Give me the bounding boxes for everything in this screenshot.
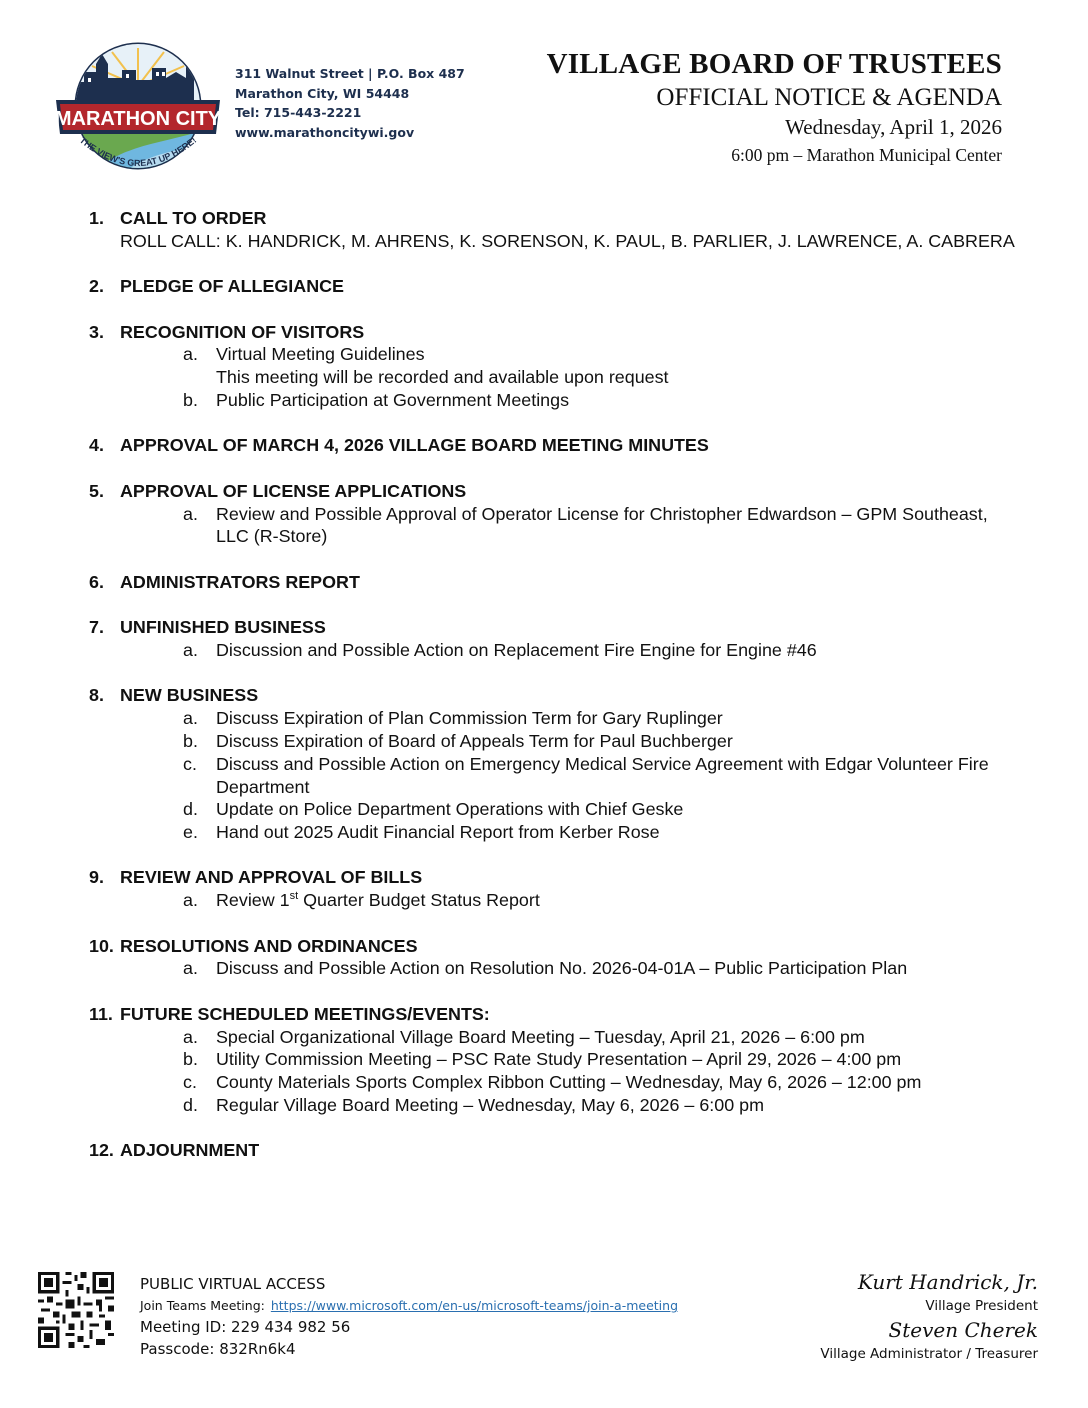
join-meeting-link[interactable]: https://www.microsoft.com/en-us/microsoft-teams/join-a-meeting (270, 1298, 678, 1313)
item-title: REVIEW AND APPROVAL OF BILLS (120, 867, 423, 888)
sub-item: b. Public Participation at Government Meetings (183, 389, 570, 410)
sub-item: c. County Materials Sports Complex Ribbon Cutting – Wednesday, May 6, 2026 – 12:00 pm (183, 1072, 922, 1093)
passcode: Passcode: 832Rn6k4 (140, 1340, 296, 1358)
meeting-date: Wednesday, April 1, 2026 (785, 115, 1002, 139)
agenda-item (89, 275, 1019, 298)
item-title: RECOGNITION OF VISITORS (120, 321, 365, 342)
item-title: APPROVAL OF LICENSE APPLICATIONS (120, 480, 467, 501)
item-number: 9. (89, 867, 104, 888)
virtual-access-block (140, 1272, 678, 1360)
sub-item: c. Discuss and Possible Action on Emergency Medical Service Agreement with Edgar Volunteer Fire Department (183, 753, 989, 797)
signature-block (820, 1268, 1038, 1364)
address: 311 Walnut Street | P.O. Box 487 (235, 66, 465, 81)
administrator-signature: Steven Cherek (888, 1318, 1038, 1342)
agenda-item (89, 935, 1019, 981)
sub-item: a. Discussion and Possible Action on Replacement Fire Engine for Engine #46 (183, 639, 817, 660)
sub-item: d. Regular Village Board Meeting – Wednesday, May 6, 2026 – 6:00 pm (183, 1095, 764, 1116)
meeting-id: Meeting ID: 229 434 982 56 (140, 1318, 351, 1336)
item-number: 2. (89, 276, 104, 297)
item-number: 7. (89, 617, 104, 638)
join-teams-line (140, 1296, 678, 1316)
sub-item: b. Discuss Expiration of Board of Appeals Term for Paul Buchberger (183, 730, 733, 751)
document-header (547, 46, 1002, 170)
meeting-time-location: 6:00 pm – Marathon Municipal Center (731, 145, 1002, 165)
item-title: APPROVAL OF MARCH 4, 2026 VILLAGE BOARD MEETING MINUTES (120, 435, 709, 456)
sub-item: e. Hand out 2025 Audit Financial Report from Kerber Rose (183, 822, 660, 843)
contact-block (235, 64, 465, 142)
item-number: 6. (89, 571, 104, 592)
join-label: Join Teams Meeting: (140, 1298, 265, 1313)
sub-item: a. Review 1st Quarter Budget Status Report (183, 890, 540, 911)
agenda-item (89, 434, 1019, 457)
administrator-title: Village Administrator / Treasurer (820, 1346, 1038, 1362)
roll-call: ROLL CALL: K. HANDRICK, M. AHRENS, K. SORENSON, K. PAUL, B. PARLIER, J. LAWRENCE, A. CABRERA (120, 230, 1015, 251)
agenda-item (89, 1139, 1019, 1162)
sub-item: a. Discuss and Possible Action on Resolution No. 2026-04-01A – Public Participation Plan (183, 958, 908, 979)
website[interactable]: www.marathoncitywi.gov (235, 124, 415, 140)
agenda-item (89, 1003, 1019, 1117)
board-title: VILLAGE BOARD OF TRUSTEES (546, 48, 1002, 80)
logo-tagline: THE VIEW'S GREAT UP HERE! (77, 135, 199, 169)
logo-wordmark: MARATHON CITY (54, 108, 222, 130)
item-number: 3. (89, 321, 104, 342)
agenda-item (89, 480, 1019, 548)
item-title: CALL TO ORDER (120, 208, 267, 228)
sub-item: a. Special Organizational Village Board Meeting – Tuesday, April 21, 2026 – 6:00 pm (183, 1026, 865, 1047)
item-title: PLEDGE OF ALLEGIANCE (120, 276, 344, 297)
qr-code-icon[interactable] (38, 1272, 114, 1348)
item-title: ADMINISTRATORS REPORT (120, 571, 360, 592)
agenda-item (89, 866, 1019, 912)
item-number: 5. (89, 480, 104, 501)
sub-item: a. Virtual Meeting Guidelines This meeting will be recorded and available upon request (183, 344, 669, 388)
agenda-item (89, 571, 1019, 594)
agenda-item (89, 616, 1019, 662)
sub-item: a. Review and Possible Approval of Operator License for Christopher Edwardson – GPM Southeast, LLC (R-Store) (183, 503, 988, 547)
agenda-item (89, 207, 1019, 253)
agenda-list (89, 207, 1019, 1185)
item-number: 11. (89, 1003, 113, 1024)
item-number: 8. (89, 685, 104, 706)
sub-item: a. Discuss Expiration of Plan Commission Term for Gary Ruplinger (183, 708, 723, 729)
president-signature: Kurt Handrick, Jr. (857, 1270, 1038, 1294)
virtual-access-heading: PUBLIC VIRTUAL ACCESS (140, 1275, 326, 1293)
phone: Tel: 715-443-2221 (235, 105, 362, 120)
agenda-item (89, 684, 1019, 844)
marathon-city-logo (52, 34, 224, 184)
item-title: NEW BUSINESS (120, 685, 259, 706)
item-number: 1. (89, 208, 104, 228)
city: Marathon City, WI 54448 (235, 85, 410, 101)
item-title: UNFINISHED BUSINESS (120, 617, 326, 638)
notice-subtitle: OFFICIAL NOTICE & AGENDA (656, 84, 1002, 111)
president-title: Village President (925, 1298, 1038, 1314)
item-number: 12. (89, 1140, 114, 1161)
item-number: 10. (89, 935, 114, 956)
item-title: RESOLUTIONS AND ORDINANCES (120, 935, 418, 956)
agenda-item (89, 321, 1019, 412)
item-title: ADJOURNMENT (120, 1140, 260, 1161)
item-title: FUTURE SCHEDULED MEETINGS/EVENTS: (120, 1003, 490, 1024)
sub-item: b. Utility Commission Meeting – PSC Rate Study Presentation – April 29, 2026 – 4:00 pm (183, 1049, 902, 1070)
item-number: 4. (89, 435, 104, 456)
sub-item: d. Update on Police Department Operations with Chief Geske (183, 799, 684, 820)
